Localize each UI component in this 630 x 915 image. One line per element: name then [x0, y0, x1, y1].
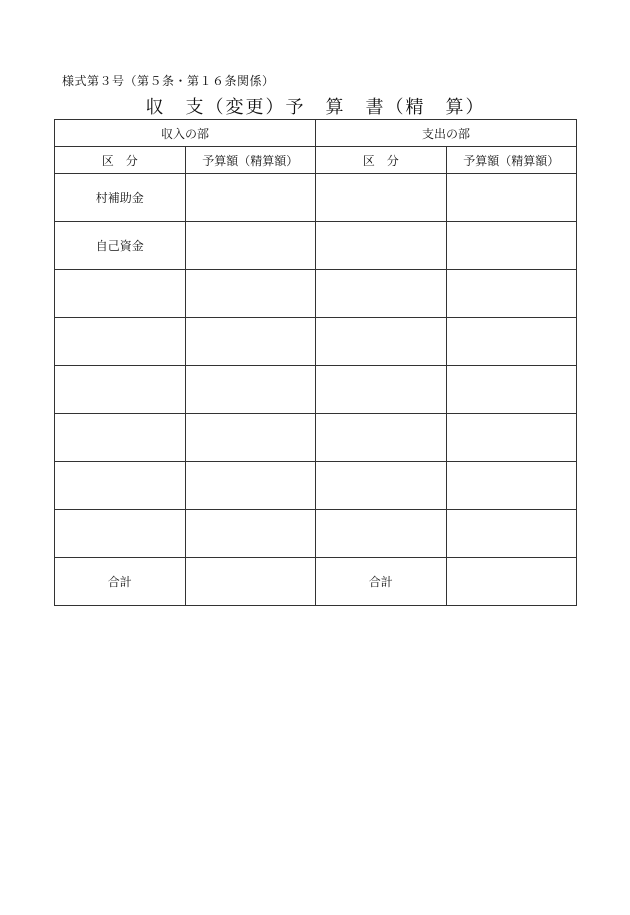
income-amount-cell[interactable] [185, 462, 316, 510]
income-amount-cell[interactable] [185, 270, 316, 318]
income-category-cell: 村補助金 [55, 174, 186, 222]
expense-category-cell [316, 414, 447, 462]
total-row [55, 558, 577, 606]
expense-amount-cell[interactable] [446, 222, 577, 270]
income-amount-cell[interactable] [185, 222, 316, 270]
expense-section-label: 支出の部 [316, 120, 577, 147]
expense-category-cell [316, 222, 447, 270]
column-header-row [55, 147, 577, 174]
expense-category-cell [316, 174, 447, 222]
section-header-row [55, 120, 577, 147]
table-row [55, 366, 577, 414]
table-row [55, 414, 577, 462]
income-amount-cell[interactable] [185, 174, 316, 222]
income-category-header: 区 分 [55, 147, 186, 174]
income-total-label: 合計 [55, 558, 186, 606]
income-total-amount-cell[interactable] [185, 558, 316, 606]
form-reference: 様式第３号（第５条・第１６条関係） [62, 74, 275, 88]
expense-total-label: 合計 [316, 558, 447, 606]
document-title: 収 支（変更）予 算 書（精 算） [145, 97, 486, 118]
table-row [55, 318, 577, 366]
income-category-cell: 自己資金 [55, 222, 186, 270]
expense-amount-cell[interactable] [446, 366, 577, 414]
expense-amount-cell[interactable] [446, 462, 577, 510]
income-amount-cell[interactable] [185, 318, 316, 366]
income-section-label: 収入の部 [55, 120, 316, 147]
expense-category-cell [316, 318, 447, 366]
budget-table [54, 119, 577, 606]
income-category-cell [55, 414, 186, 462]
expense-category-cell [316, 270, 447, 318]
income-category-cell [55, 318, 186, 366]
table-row [55, 462, 577, 510]
expense-total-amount-cell[interactable] [446, 558, 577, 606]
expense-amount-cell[interactable] [446, 414, 577, 462]
table-row [55, 222, 577, 270]
expense-amount-cell[interactable] [446, 174, 577, 222]
income-amount-cell[interactable] [185, 510, 316, 558]
table-row [55, 510, 577, 558]
income-amount-cell[interactable] [185, 366, 316, 414]
expense-category-cell [316, 510, 447, 558]
expense-amount-cell[interactable] [446, 270, 577, 318]
expense-amount-cell[interactable] [446, 318, 577, 366]
table-row [55, 270, 577, 318]
income-amount-cell[interactable] [185, 414, 316, 462]
income-category-cell [55, 510, 186, 558]
expense-amount-header: 予算額（精算額） [446, 147, 577, 174]
expense-category-cell [316, 366, 447, 414]
table-row [55, 174, 577, 222]
expense-category-cell [316, 462, 447, 510]
expense-category-header: 区 分 [316, 147, 447, 174]
income-category-cell [55, 462, 186, 510]
expense-amount-cell[interactable] [446, 510, 577, 558]
income-category-cell [55, 270, 186, 318]
income-amount-header: 予算額（精算額） [185, 147, 316, 174]
income-category-cell [55, 366, 186, 414]
